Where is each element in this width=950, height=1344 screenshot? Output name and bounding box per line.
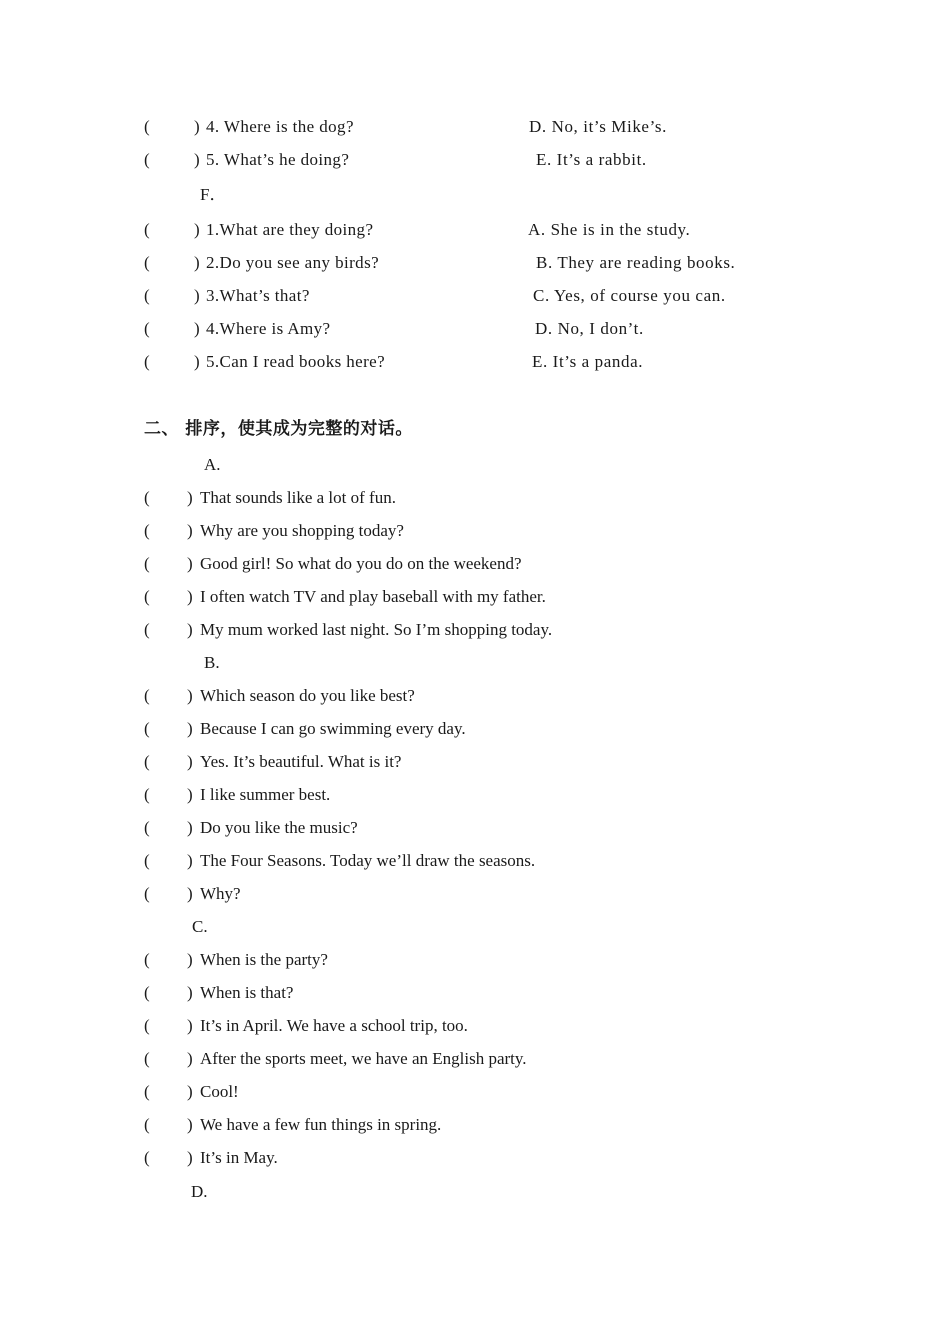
question-text: 1.What are they doing? bbox=[206, 220, 374, 239]
answer-paren-close: ) bbox=[187, 1016, 193, 1035]
answer-paren-close: ) bbox=[187, 884, 193, 903]
answer-paren-open: ( bbox=[144, 851, 150, 870]
group-d-label: D. bbox=[191, 1182, 208, 1201]
answer-paren-close: ) bbox=[187, 1115, 193, 1134]
answer-paren-open: ( bbox=[144, 620, 150, 639]
answer-paren-close: ) bbox=[187, 620, 193, 639]
answer-option: E. It’s a rabbit. bbox=[536, 150, 647, 169]
dialogue-text: The Four Seasons. Today we’ll draw the seasons. bbox=[200, 851, 536, 870]
dialogue-text: Good girl! So what do you do on the weekend? bbox=[200, 554, 522, 573]
dialogue-text: Which season do you like best? bbox=[200, 686, 415, 705]
answer-paren-open: ( bbox=[144, 752, 150, 771]
answer-paren-open: ( bbox=[144, 319, 150, 338]
answer-paren-close: ) bbox=[194, 117, 200, 136]
question-text: 3.What’s that? bbox=[206, 286, 310, 305]
answer-paren-close: ) bbox=[194, 352, 200, 371]
answer-paren-close: ) bbox=[187, 983, 193, 1002]
answer-paren-close: ) bbox=[194, 150, 200, 169]
dialogue-text: We have a few fun things in spring. bbox=[200, 1115, 442, 1134]
answer-paren-open: ( bbox=[144, 521, 150, 540]
answer-paren-close: ) bbox=[187, 686, 193, 705]
dialogue-text: Why? bbox=[200, 884, 241, 903]
answer-paren-open: ( bbox=[144, 587, 150, 606]
dialogue-text: Cool! bbox=[200, 1082, 239, 1101]
dialogue-text: Do you like the music? bbox=[200, 818, 358, 837]
answer-paren-open: ( bbox=[144, 950, 150, 969]
answer-paren-open: ( bbox=[144, 488, 150, 507]
dialogue-text: Because I can go swimming every day. bbox=[200, 719, 466, 738]
answer-paren-close: ) bbox=[187, 752, 193, 771]
answer-option: B. They are reading books. bbox=[536, 253, 736, 272]
group-a-label: A. bbox=[204, 455, 221, 474]
dialogue-text: I like summer best. bbox=[200, 785, 331, 804]
dialogue-text: My mum worked last night. So I’m shopping today. bbox=[200, 620, 553, 639]
answer-paren-close: ) bbox=[187, 818, 193, 837]
answer-paren-open: ( bbox=[144, 983, 150, 1002]
answer-paren-close: ) bbox=[187, 587, 193, 606]
answer-paren-close: ) bbox=[187, 521, 193, 540]
answer-paren-open: ( bbox=[144, 818, 150, 837]
answer-paren-open: ( bbox=[144, 286, 150, 305]
answer-paren-open: ( bbox=[144, 253, 150, 272]
section-f-label: F． bbox=[200, 185, 227, 204]
answer-paren-close: ) bbox=[187, 785, 193, 804]
dialogue-text: It’s in May. bbox=[200, 1148, 278, 1167]
answer-paren-close: ) bbox=[187, 950, 193, 969]
answer-option: C. Yes, of course you can. bbox=[533, 286, 726, 305]
answer-paren-open: ( bbox=[144, 117, 150, 136]
answer-paren-close: ) bbox=[194, 286, 200, 305]
answer-paren-close: ) bbox=[187, 488, 193, 507]
answer-paren-open: ( bbox=[144, 884, 150, 903]
answer-paren-close: ) bbox=[194, 319, 200, 338]
answer-paren-open: ( bbox=[144, 686, 150, 705]
answer-option: E. It’s a panda. bbox=[532, 352, 644, 371]
answer-paren-open: ( bbox=[144, 1115, 150, 1134]
question-text: 5. What’s he doing? bbox=[206, 150, 350, 169]
dialogue-text: When is that? bbox=[200, 983, 294, 1002]
answer-option: D. No, it’s Mike’s. bbox=[529, 117, 667, 136]
answer-paren-open: ( bbox=[144, 719, 150, 738]
answer-paren-close: ) bbox=[194, 220, 200, 239]
question-text: 4. Where is the dog? bbox=[206, 117, 354, 136]
dialogue-text: Yes. It’s beautiful. What is it? bbox=[200, 752, 402, 771]
dialogue-text: I often watch TV and play baseball with my father. bbox=[200, 587, 546, 606]
answer-paren-close: ) bbox=[187, 1082, 193, 1101]
section-heading: 二、 排序，使其成为完整的对话。 bbox=[144, 419, 413, 439]
dialogue-text: Why are you shopping today? bbox=[200, 521, 404, 540]
answer-paren-close: ) bbox=[187, 1148, 193, 1167]
question-text: 2.Do you see any birds? bbox=[206, 253, 380, 272]
group-b-label: B. bbox=[204, 653, 220, 672]
answer-paren-open: ( bbox=[144, 785, 150, 804]
question-text: 4.Where is Amy? bbox=[206, 319, 331, 338]
question-text: 5.Can I read books here? bbox=[206, 352, 386, 371]
answer-paren-close: ) bbox=[187, 554, 193, 573]
answer-paren-close: ) bbox=[194, 253, 200, 272]
answer-option: A. She is in the study. bbox=[528, 220, 691, 239]
dialogue-text: When is the party? bbox=[200, 950, 328, 969]
answer-paren-open: ( bbox=[144, 554, 150, 573]
dialogue-text: After the sports meet, we have an English party. bbox=[200, 1049, 527, 1068]
answer-paren-close: ) bbox=[187, 851, 193, 870]
dialogue-text: It’s in April. We have a school trip, too. bbox=[200, 1016, 468, 1035]
answer-paren-open: ( bbox=[144, 150, 150, 169]
dialogue-text: That sounds like a lot of fun. bbox=[200, 488, 396, 507]
answer-paren-open: ( bbox=[144, 1082, 150, 1101]
answer-paren-open: ( bbox=[144, 1016, 150, 1035]
answer-paren-close: ) bbox=[187, 719, 193, 738]
answer-paren-open: ( bbox=[144, 220, 150, 239]
answer-paren-open: ( bbox=[144, 1148, 150, 1167]
answer-paren-open: ( bbox=[144, 352, 150, 371]
group-c-label: C. bbox=[192, 917, 208, 936]
answer-paren-close: ) bbox=[187, 1049, 193, 1068]
answer-paren-open: ( bbox=[144, 1049, 150, 1068]
answer-option: D. No, I don’t. bbox=[535, 319, 644, 338]
